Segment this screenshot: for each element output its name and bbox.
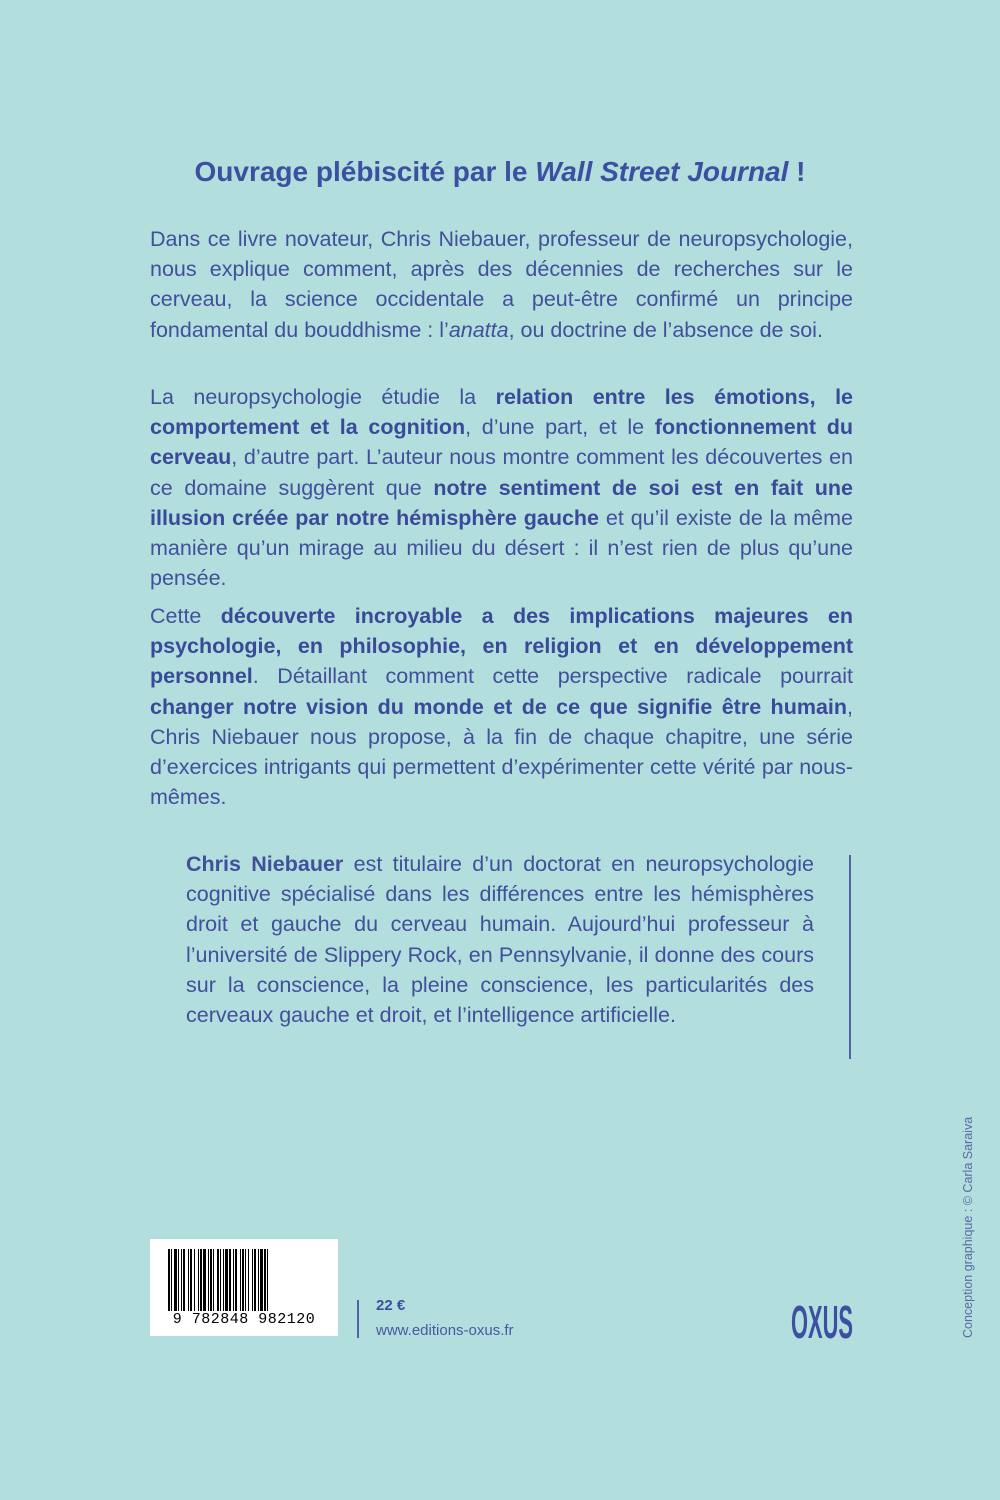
paragraph-2-bold-3: notre sentiment de soi est en fait une illusion créée par notre hémisphère gauche [150,475,853,530]
paragraph-2-text-4: et qu’il existe de la même manière qu’un mirage au milieu du désert : il n’est rien de plus qu’une pensée. [150,505,854,591]
headline-prefix: Ouvrage plébiscité par le [194,156,536,187]
headline-journal-name: Wall Street Journal [535,156,789,187]
paragraph-discovery [150,601,853,812]
author-bio [186,849,814,1030]
paragraph-intro-text-2: , ou doctrine de l’absence de soi. [508,317,823,342]
paragraph-3-text-1: Cette [150,604,221,628]
logo-text: OXUS [791,1296,853,1348]
paragraph-3-bold-2: changer notre vision du monde et de ce que signifie être humain [150,694,848,719]
barcode-digits: 9 782848 982120 [172,1311,316,1328]
author-bio-text: est titulaire d’un doctorat en neuropsychologie cognitive spécialisé dans les différences entre les hémisphères droit et gauche du cerveau humain. Aujourd’hui professeur à l’université de Slippery Rock, en Pennsylvanie, il donne des cours sur la conscience, la pleine conscience, les particularités des cerveaux gauche et droit, et l’intelligence artificielle. [186,852,814,1028]
bio-divider-line [849,855,851,1059]
paragraph-intro-text-1: Dans ce livre novateur, Chris Niebauer, professeur de neuropsychologie, nous explique comment, après des décennies de recherches sur le cerveau, la science occidentale a peut-être confirmé un principe fondamental du bouddhisme : l’ [150,227,853,342]
design-credit: Conception graphique : © Carla Saraiva [961,1116,975,1338]
paragraph-3-text-3: , Chris Niebauer nous propose, à la fin de chaque chapitre, une série d’exercices intrigants qui permettent d’expérimenter cette vérité par nous-mêmes. [150,694,853,810]
paragraph-intro [150,224,853,345]
info-divider-line [357,1300,359,1338]
paragraph-3-bold-1: découverte incroyable a des implications majeures en psychologie, en philosophie, en religion et en développement personnel [150,604,853,689]
paragraph-intro-italic: anatta [448,317,509,342]
price: 22 € [376,1297,406,1314]
publisher-website: www.editions-oxus.fr [376,1322,514,1339]
paragraph-2-text-1: La neuropsychologie étudie la [150,385,496,409]
oxus-logo [790,1288,854,1348]
paragraph-2-bold-2: fonctionnement du cerveau [150,415,853,470]
paragraph-2-text-3: , d’autre part. L’auteur nous montre comment les découvertes en ce domaine suggèrent que [150,445,853,500]
paragraph-2-bold-1: relation entre les émotions, le comportement et la cognition [150,385,853,440]
paragraph-2-text-2: , d’une part, et le [465,415,655,440]
paragraph-3-text-2: . Détaillant comment cette perspective radicale pourrait [252,664,853,689]
headline-suffix: ! [788,156,806,187]
barcode-icon [168,1249,320,1311]
headline [0,156,1000,188]
barcode [150,1239,338,1336]
author-name: Chris Niebauer [186,852,344,876]
paragraph-neuropsychology [150,382,853,593]
